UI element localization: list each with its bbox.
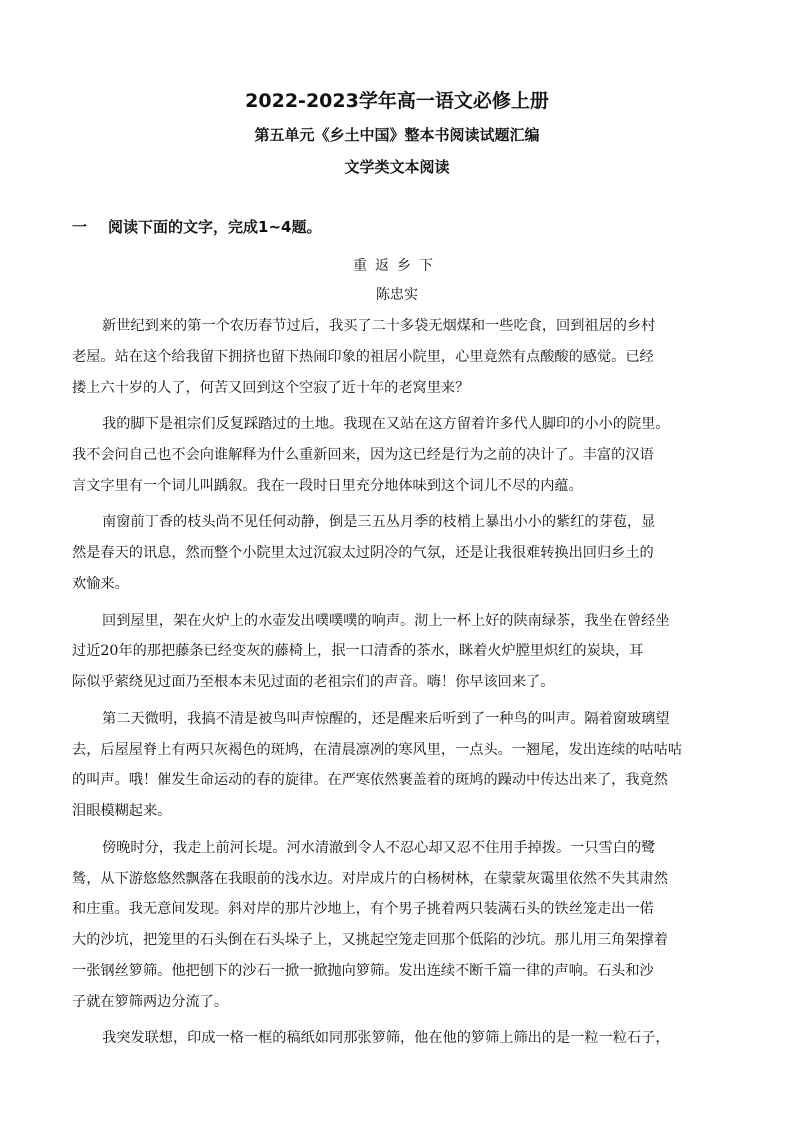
story-paragraph — [72, 606, 728, 698]
document-title: 2022-2023学年高一语文必修上册 — [245, 90, 549, 112]
paragraph-line: 傍晚时分，我走上前河长堤。河水清澈到令人不忍心却又忍不住用手掉拨。一只雪白的鹭 — [102, 839, 656, 856]
paragraph-line: 子就在箩筛两边分流了。 — [72, 993, 229, 1010]
paragraph-line: 去，后屋屋脊上有两只灰褐色的斑鸠，在清晨凛冽的寒风里，一点头。一翘尾，发出连续的咕咕咕 — [72, 741, 683, 758]
story-paragraph — [72, 311, 728, 403]
paragraph-line: 言文字里有一个词儿叫踽叙。我在一段时日里充分地体味到这个词儿不尽的内蕴。 — [72, 477, 583, 494]
section-number: 一 — [72, 218, 88, 236]
paragraph-line: 鸶，从下游悠悠然飘落在我眼前的浅水边。对岸成片的白杨树林，在蒙蒙灰霭里依然不失其肃然 — [72, 870, 668, 887]
paragraph-line: 南窗前丁香的枝头尚不见任何动静，倒是三五丛月季的枝梢上暴出小小的紫红的芽苞，显 — [102, 514, 656, 531]
paragraph-line: 大的沙坑，把笼里的石头倒在石头垛子上，又挑起空笼走回那个低陷的沙坑。那儿用三角架撑着 — [72, 932, 668, 949]
paragraph-line: 然是春天的讯息，然而整个小院里太过沉寂太过阴冷的气氛，还是让我很难转换出回归乡土的 — [72, 545, 654, 562]
paragraph-line: 新世纪到来的第一个农历春节过后，我买了二十多袋无烟煤和一些吃食，回到祖居的乡村 — [102, 318, 656, 334]
story-paragraph — [72, 409, 728, 501]
paragraph-line: 一张钢丝箩筛。他把刨下的沙石一掀一掀抛向箩筛。发出连续不断千篇一律的声响。石头和沙 — [72, 962, 654, 979]
section-heading — [72, 216, 321, 237]
story-paragraph — [72, 833, 728, 1018]
paragraph-line: 泪眼模糊起来。 — [72, 803, 172, 820]
paragraph-line: 老屋。站在这个给我留下拥挤也留下热闹印象的祖居小院里，心里竟然有点酸酸的感觉。已经 — [72, 348, 654, 365]
paragraph-line: 的叫声。哦！催发生命运动的春的旋律。在严寒依然裹盖着的斑鸠的躁动中传达出来了，我竟然 — [72, 772, 668, 789]
paragraph-line: 回到屋里，架在火炉上的水壶发出噗噗噗的响声。沏上一杯上好的陕南绿茶，我坐在曾经坐 — [102, 612, 670, 629]
story-paragraph — [72, 704, 728, 827]
paragraph-line: 际似乎萦绕见过面乃至根本未见过面的老祖宗们的声音。嗨！你早该回来了。 — [72, 674, 555, 691]
story-author: 陈忠实 — [376, 287, 418, 303]
paragraph-line: 我突发联想，印成一格一框的稿纸如同那张箩筛，他在他的箩筛上筛出的是一粒一粒石子， — [102, 1030, 670, 1047]
paragraph-line: 我的脚下是祖宗们反复踩踏过的土地。我现在又站在这方留着许多代人脚印的小小的院里。 — [102, 416, 670, 433]
story-paragraph — [72, 507, 728, 599]
section-instruction: 阅读下面的文字，完成1~4题。 — [108, 218, 322, 236]
paragraph-line: 第二天微明，我搞不清是被鸟叫声惊醒的，还是醒来后听到了一种鸟的叫声。隔着窗玻璃望 — [102, 710, 670, 727]
story-body — [72, 311, 728, 1060]
story-paragraph — [72, 1023, 728, 1054]
document-subtitle: 第五单元《乡土中国》整本书阅读试题汇编 — [254, 126, 540, 144]
paragraph-line: 搂上六十岁的人了，何苦又回到这个空寂了近十年的老窝里来？ — [72, 379, 470, 396]
paragraph-line: 过近20年的那把藤条已经变灰的藤椅上，抿一口清香的茶水，眯着火炉膛里炽红的炭块，耳 — [72, 643, 644, 660]
paragraph-line: 我不会问自己也不会向谁解释为什么重新回来，因为这已经是行为之前的决计了。丰富的汉语 — [72, 446, 654, 463]
story-title: 重返乡下 — [353, 258, 441, 274]
paragraph-line: 和庄重。我无意间发现。斜对岸的那片沙地上，有个男子挑着两只装满石头的铁丝笼走出一偌 — [72, 901, 654, 918]
document-category: 文学类文本阅读 — [344, 158, 450, 176]
paragraph-line: 欢愉来。 — [72, 575, 129, 592]
